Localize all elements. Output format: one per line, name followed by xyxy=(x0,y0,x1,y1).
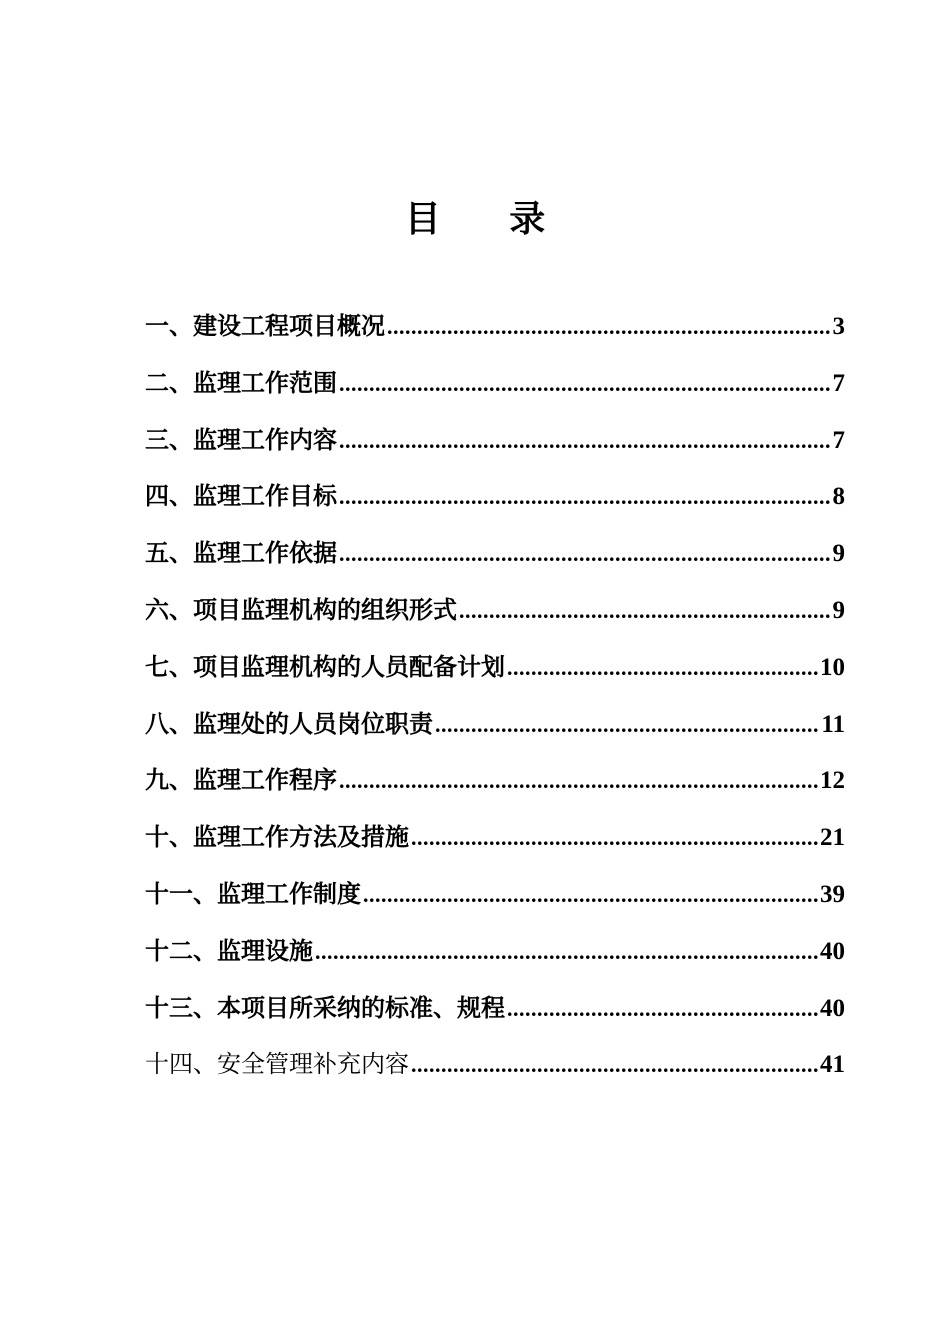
toc-entry-11[interactable] xyxy=(145,868,845,925)
table-of-contents xyxy=(145,300,845,1095)
toc-entry-14[interactable] xyxy=(145,1038,845,1095)
toc-page-number: 7 xyxy=(832,369,845,397)
toc-entry-8[interactable] xyxy=(145,698,845,755)
toc-entry-2[interactable] xyxy=(145,357,845,414)
toc-page-number: 21 xyxy=(820,824,845,852)
toc-entry-3[interactable] xyxy=(145,414,845,471)
toc-entry-label: 九、监理工作程序 xyxy=(145,766,337,795)
toc-page-number: 7 xyxy=(832,426,845,454)
toc-dot-leader xyxy=(339,358,831,410)
toc-dot-leader xyxy=(507,983,818,1035)
toc-page-number: 8 xyxy=(832,483,845,511)
toc-dot-leader xyxy=(315,926,818,978)
toc-entry-12[interactable] xyxy=(145,925,845,982)
toc-entry-9[interactable] xyxy=(145,754,845,811)
toc-entry-label: 十三、本项目所采纳的标准、规程 xyxy=(145,993,505,1022)
toc-entry-label: 五、监理工作依据 xyxy=(145,539,337,568)
toc-entry-label: 六、项目监理机构的组织形式 xyxy=(145,595,457,624)
toc-page-number: 41 xyxy=(820,1051,845,1079)
toc-dot-leader xyxy=(411,812,818,864)
toc-entry-label: 二、监理工作范围 xyxy=(145,368,337,397)
toc-entry-label: 十四、安全管理补充内容 xyxy=(145,1050,409,1079)
toc-dot-leader xyxy=(387,301,831,353)
toc-page-number: 9 xyxy=(832,596,845,624)
toc-entry-7[interactable] xyxy=(145,641,845,698)
toc-dot-leader xyxy=(459,585,831,637)
toc-entry-label: 十、监理工作方法及措施 xyxy=(145,823,409,852)
toc-entry-label: 三、监理工作内容 xyxy=(145,425,337,454)
toc-dot-leader xyxy=(411,1039,818,1091)
toc-page-number: 9 xyxy=(832,540,845,568)
toc-page-number: 12 xyxy=(820,767,845,795)
toc-entry-label: 四、监理工作目标 xyxy=(145,482,337,511)
toc-entry-label: 一、建设工程项目概况 xyxy=(145,312,385,340)
toc-dot-leader xyxy=(339,415,831,467)
toc-entry-10[interactable] xyxy=(145,811,845,868)
toc-entry-6[interactable] xyxy=(145,584,845,641)
toc-page-number: 39 xyxy=(820,880,845,908)
toc-dot-leader xyxy=(339,755,818,807)
toc-page-number: 11 xyxy=(821,710,845,738)
toc-dot-leader xyxy=(435,699,819,751)
toc-entry-13[interactable] xyxy=(145,982,845,1039)
toc-dot-leader xyxy=(363,869,818,921)
toc-page-number: 3 xyxy=(832,313,845,340)
toc-dot-leader xyxy=(339,471,831,523)
toc-dot-leader xyxy=(507,642,818,694)
toc-entry-label: 十二、监理设施 xyxy=(145,936,313,965)
toc-entry-1[interactable] xyxy=(145,300,845,357)
page-title: 目 录 xyxy=(404,199,574,240)
toc-page-number: 10 xyxy=(820,653,845,681)
toc-entry-label: 七、项目监理机构的人员配备计划 xyxy=(145,652,505,681)
toc-page-number: 40 xyxy=(820,937,845,965)
toc-entry-4[interactable] xyxy=(145,470,845,527)
toc-entry-label: 十一、监理工作制度 xyxy=(145,879,361,908)
toc-dot-leader xyxy=(339,528,831,580)
toc-entry-label: 八、监理处的人员岗位职责 xyxy=(145,709,433,738)
toc-page-number: 40 xyxy=(820,994,845,1022)
toc-entry-5[interactable] xyxy=(145,527,845,584)
